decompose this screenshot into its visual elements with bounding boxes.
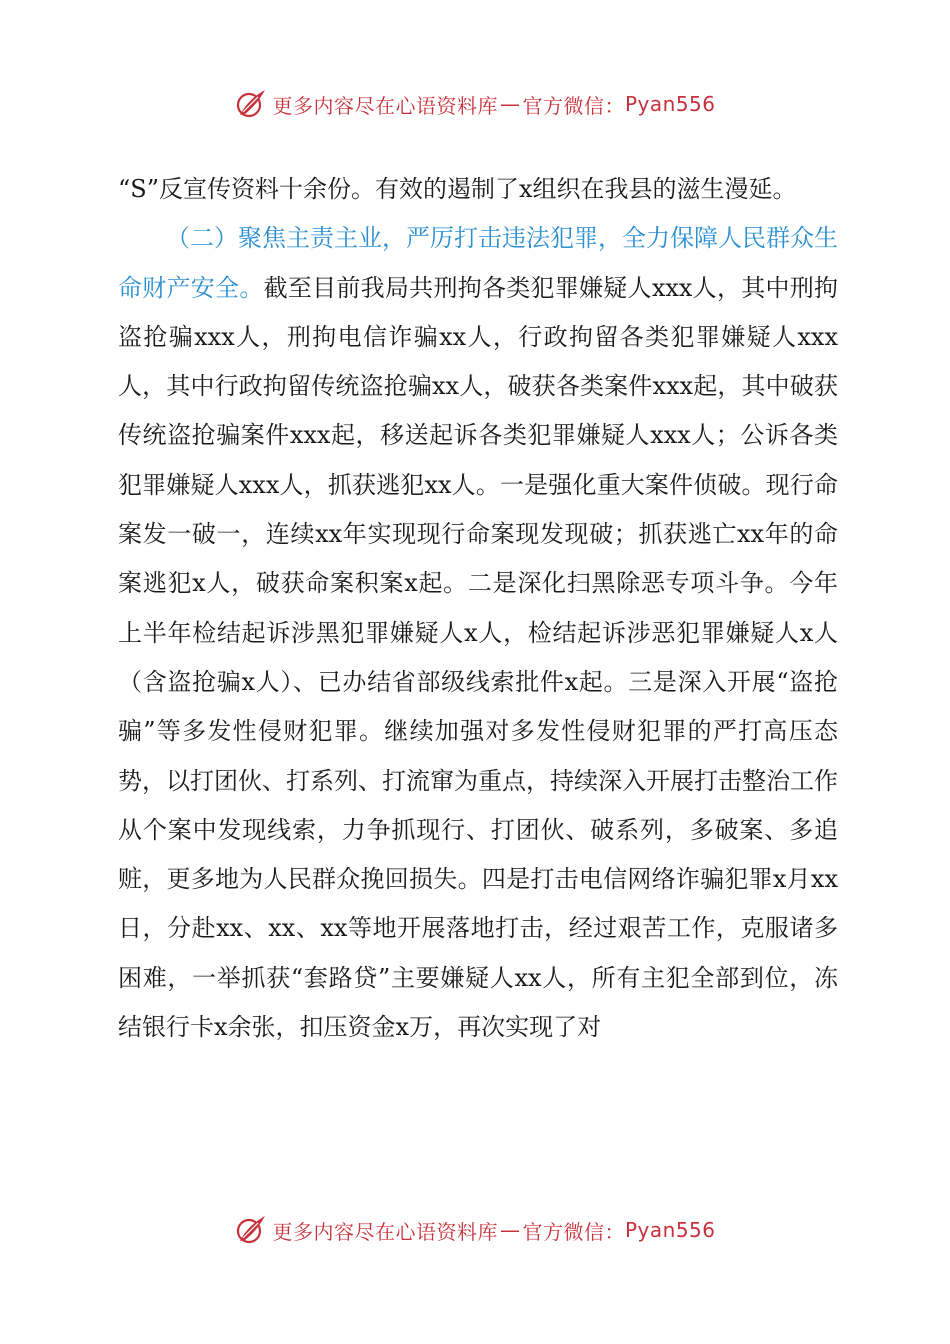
footer-watermark-banner	[0, 1210, 950, 1250]
banner-text: 更多内容尽在心语资料库	[272, 1219, 498, 1244]
banner-wechat-label: 官方微信：	[522, 1219, 625, 1244]
paragraph-section-two	[118, 214, 838, 1052]
section-heading: （二）聚焦主责主业，严厉打击违法犯罪，全力保障人民群众生命财产安全。	[118, 224, 838, 302]
banner-wechat-label: 官方微信：	[522, 93, 625, 118]
banner-text: 更多内容尽在心语资料库	[272, 93, 498, 118]
header-watermark-banner	[0, 84, 950, 124]
banner-separator: —	[499, 1218, 521, 1242]
banner-separator: —	[499, 92, 521, 116]
document-body	[118, 165, 838, 1052]
paragraph-continuation: “S”反宣传资料十余份。有效的遏制了x组织在我县的滋生漫延。	[118, 175, 797, 203]
banner-handle: Pyan556	[624, 92, 716, 116]
section-body-text: 截至目前我局共刑拘各类犯罪嫌疑人xxx人，其中刑拘盗抢骗xxx人，刑拘电信诈骗xx人，行政拘留各类犯罪嫌疑人xxx人，其中行政拘留传统盗抢骗xx人，破获各类案件xxx起，其中破获传统盗抢骗案件xxx起，移送起诉各类犯罪嫌疑人xxx人；公诉各类犯罪嫌疑人xxx人，抓获逃犯xx人。一是强化重大案件侦破。现行命案发一破一，连续xx年实现现行命案现发现破；抓获逃亡xx年的命案逃犯x人，破获命案积案x起。二是深化扫黑除恶专项斗争。今年上半年检结起诉涉黑犯罪嫌疑人x人，检结起诉涉恶犯罪嫌疑人x人（含盗抢骗x人）、已办结省部级线索批件x起。三是深入开展“盗抢骗”等多发性侵财犯罪。继续加强对多发性侵财犯罪的严打高压态势，以打团伙、打系列、打流窜为重点，持续深入开展打击整治工作从个案中发现线索，力争抓现行、打团伙、破系列，多破案、多追赃，更多地为人民群众挽回损失。四是打击电信网络诈骗犯罪x月xx日，分赴xx、xx、xx等地开展落地打击，经过艰苦工作，克服诸多困难，一举抓获“套路贷”主要嫌疑人xx人，所有主犯全部到位，冻结银行卡x余张，扣压资金x万，再次实现了对	[118, 273, 839, 1042]
quill-pen-logo-icon	[234, 87, 268, 121]
quill-pen-logo-icon	[234, 1213, 268, 1247]
banner-handle: Pyan556	[624, 1218, 716, 1242]
